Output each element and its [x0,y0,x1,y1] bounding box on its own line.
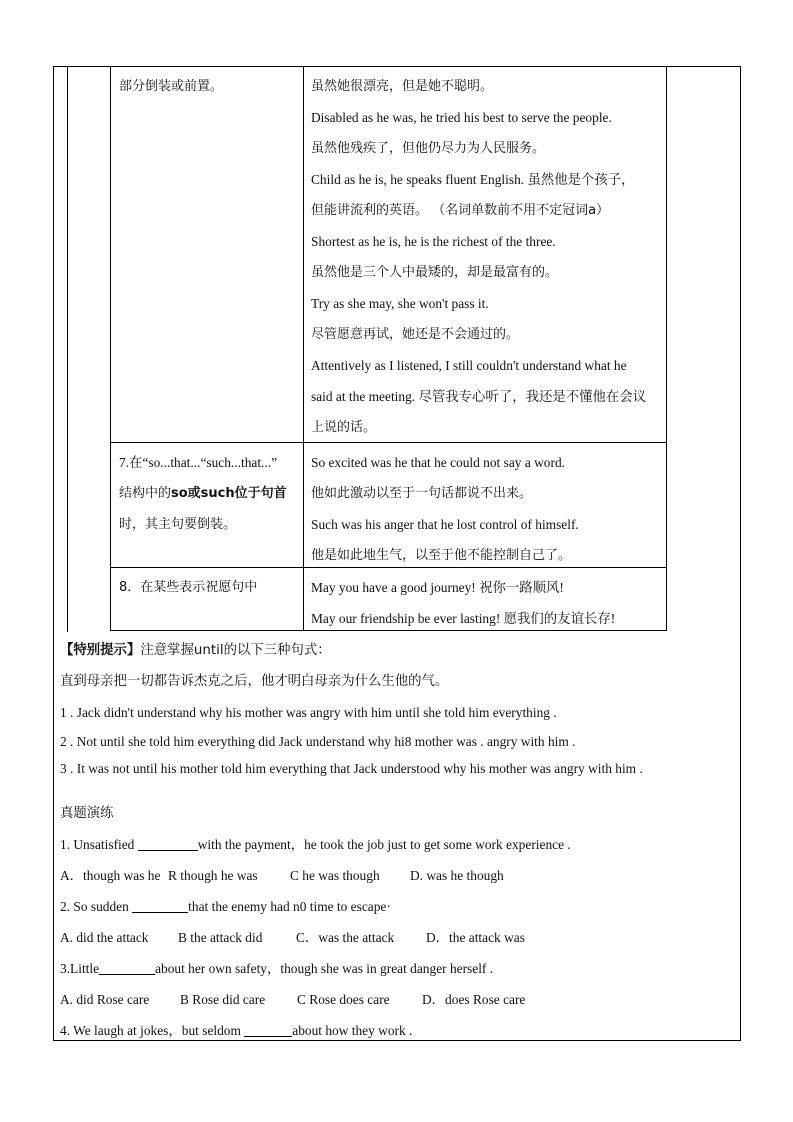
example-line: 上说的话。 [311,420,377,435]
rule-text: 部分倒装或前置。 [119,79,224,94]
example-sentence: 3 . It was not until his mother told him everything that Jack understood why his mother was angry with him . [60,761,643,776]
example-line: May you have a good journey! 祝你一路顺风! [311,580,564,595]
example-line: Child as he is, he speaks fluent English. 虽然他是个孩子， [311,172,635,187]
question-stem [60,1015,736,1046]
question-text: about her own safety，though she was in great danger herself . [155,961,494,976]
column-divider-1 [67,66,68,632]
option-a[interactable]: A. did Rose care [60,992,150,1007]
example-cell [304,443,667,568]
answer-blank[interactable] [99,960,155,975]
spacer [60,782,736,798]
example-chinese: 直到母亲把一切都告诉杰克之后，他才明白母亲为什么生他的气。 [60,674,449,689]
rule-cell [111,568,304,631]
example-line: 尽管愿意再试，她还是不会通过的。 [311,327,520,342]
example-line: 但能讲流利的英语。 （名词单数前不用不定冠词a） [311,203,610,218]
rule-cell [111,443,304,568]
question-stem [60,891,736,922]
question-text: 1. Unsatisfied [60,837,138,852]
rule-keyword: so或such位于句首 [171,486,287,501]
question-stem [60,953,736,984]
example-line: Such was his anger that he lost control of himself. [311,517,579,532]
tip-text: 注意掌握until的以下三种句式： [140,643,331,658]
example-line: Attentively as I listened, I still couldn't understand what he [311,358,627,373]
question-text: 2. So sudden [60,899,133,914]
example-sentence: 1 . Jack didn't understand why his mother was angry with him until she told him everything . [60,705,557,720]
answer-blank[interactable] [138,836,198,851]
question-text: that the enemy had n0 time to escape· [188,899,391,914]
table-row [111,568,667,631]
option-a[interactable]: A．though was he [60,868,161,883]
option-b[interactable]: R though he was [168,868,258,883]
option-b[interactable]: B the attack did [178,930,263,945]
rule-text: 时，其主句要倒装。 [119,517,237,532]
question-options [60,922,736,953]
table-row [111,67,667,443]
option-d[interactable]: D. was he though [410,868,504,883]
option-d[interactable]: D．does Rose care [422,992,526,1007]
option-c[interactable]: C Rose does care [297,992,390,1007]
rule-text: 7.在“so...that...“such...that...” [119,455,278,470]
example-line: Disabled as he was, he tried his best to serve the people. [311,110,612,125]
question-options [60,860,736,891]
question-stem [60,829,736,860]
option-b[interactable]: B Rose did care [180,992,266,1007]
tip-label: 【特别提示】 [60,643,141,658]
question-text: 3.Little [60,961,100,976]
option-c[interactable]: C he was though [290,868,380,883]
practice-title: 真题演练 [60,806,114,821]
example-line: 虽然他是三个人中最矮的，却是最富有的。 [311,265,559,280]
question-text: with the payment，he took the job just to get some work experience . [197,837,571,852]
rule-text: 8．在某些表示祝愿句中 [119,580,258,595]
example-line: 虽然他残疾了，但他仍尽力为人民服务。 [311,141,546,156]
main-content [60,635,736,1046]
option-d[interactable]: D．the attack was [426,930,525,945]
question-options [60,984,736,1015]
example-cell [304,568,667,631]
example-line: 他如此激动以至于一句话都说不出来。 [311,486,533,501]
answer-blank[interactable] [132,898,188,913]
example-line: Shortest as he is, he is the richest of the three. [311,234,556,249]
question-text: 4. We laugh at jokes，but seldom [60,1023,245,1038]
example-sentence: 2 . Not until she told him everything did Jack understand why hi8 mother was . angry with him . [60,734,576,749]
rule-text [119,478,303,509]
tip-line [60,635,736,666]
example-line: So excited was he that he could not say a word. [311,455,565,470]
question-text: about how they work . [292,1023,413,1038]
rule-cell [111,67,304,443]
option-c[interactable]: C．was the attack [296,930,395,945]
example-line: Try as she may, she won't pass it. [311,296,489,311]
answer-blank[interactable] [244,1022,292,1037]
example-cell [304,67,667,443]
table-row [111,443,667,568]
example-line: said at the meeting. 尽管我专心听了，我还是不懂他在会议 [311,389,647,404]
rule-text-part: 结构中的 [119,486,172,501]
grammar-table [110,66,667,631]
example-line: May our friendship be ever lasting! 愿我们的友谊长存! [311,611,616,626]
option-a[interactable]: A. did the attack [60,930,149,945]
example-line: 他是如此地生气，以至于他不能控制自己了。 [311,548,572,563]
example-line: 虽然她很漂亮，但是她不聪明。 [311,79,494,94]
